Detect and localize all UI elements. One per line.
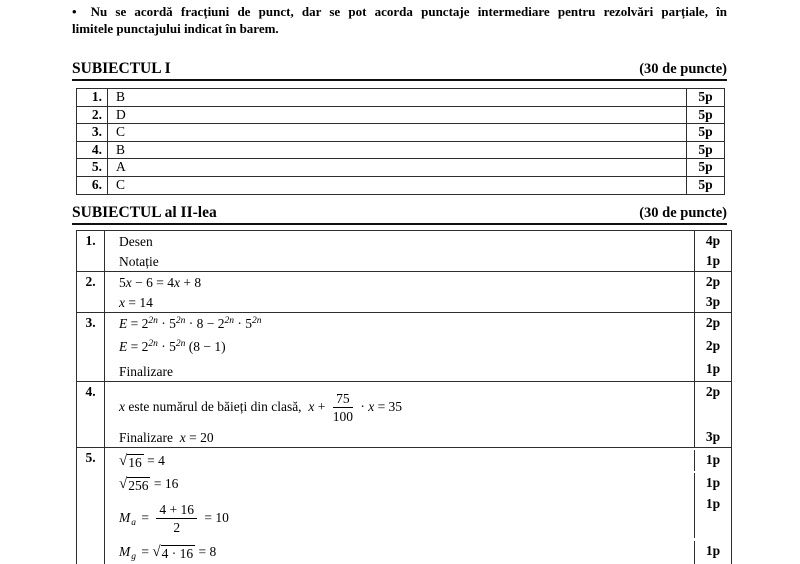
solution-line xyxy=(105,272,731,292)
section2-title: SUBIECTUL al II-lea xyxy=(72,204,217,221)
math-text: = 2 xyxy=(127,339,149,354)
solution-lines xyxy=(105,272,731,312)
solution-row xyxy=(77,448,731,564)
bullet-marker: • xyxy=(72,4,77,19)
line-points: 1p xyxy=(694,473,731,494)
solution-line xyxy=(105,448,731,471)
item-points: 5p xyxy=(686,177,724,195)
solution-content xyxy=(105,541,694,564)
line-points: 2p xyxy=(694,313,731,336)
answer-row xyxy=(77,124,724,142)
answer-row xyxy=(77,142,724,160)
math-text: x xyxy=(119,295,125,310)
section2-points-header: (30 de puncte) xyxy=(639,205,727,221)
solution-row xyxy=(77,313,731,382)
solution-line xyxy=(105,494,731,538)
line-points: 3p xyxy=(694,292,731,312)
solution-lines xyxy=(105,448,731,564)
solution-lines xyxy=(105,382,731,447)
math-text: 2n xyxy=(224,316,234,326)
item-number: 4. xyxy=(77,382,105,447)
math-text: x xyxy=(179,430,186,445)
item-number: 1. xyxy=(77,231,105,271)
solution-row xyxy=(77,231,731,272)
line-points: 1p xyxy=(694,541,731,564)
line-points: 1p xyxy=(694,359,731,381)
item-answer: D xyxy=(116,106,126,122)
solution-line xyxy=(105,427,731,447)
line-points: 3p xyxy=(694,427,731,447)
item-points: 5p xyxy=(686,142,724,159)
solution-line xyxy=(105,292,731,312)
item-number: 5. xyxy=(77,159,108,176)
math-text: · 5 xyxy=(157,339,176,354)
math-text: 2n xyxy=(175,316,186,326)
item-number: 3. xyxy=(77,124,108,141)
solution-content xyxy=(105,272,694,292)
solution-content xyxy=(105,359,694,381)
math-text: M xyxy=(119,544,131,559)
section1-header xyxy=(72,61,727,81)
math-text: este numărul de băieți din clasă, xyxy=(125,399,309,415)
math-text: · xyxy=(356,399,369,415)
line-points: 4p xyxy=(694,231,731,251)
solution-content xyxy=(105,494,694,538)
item-number: 3. xyxy=(77,313,105,381)
math-text: E xyxy=(119,316,128,331)
grading-note-text2: limitele punctajului indicat în barem. xyxy=(72,21,279,36)
math-text: x xyxy=(125,275,132,290)
answer-row xyxy=(77,107,724,125)
solution-lines xyxy=(105,231,731,271)
math-text: Finalizare xyxy=(119,430,180,445)
math-text: Finalizare xyxy=(119,364,173,379)
math-text: (8 − 1) xyxy=(185,339,226,354)
solution-lines xyxy=(105,313,731,381)
math-radical: √ 256 xyxy=(119,476,149,493)
item-points: 5p xyxy=(686,124,724,141)
solution-content xyxy=(105,313,694,336)
math-text: = 16 xyxy=(150,476,179,491)
solution-line xyxy=(105,336,731,359)
item-number: 2. xyxy=(77,107,108,124)
item-answer: C xyxy=(116,124,126,140)
math-text: x xyxy=(368,399,375,415)
grading-note xyxy=(72,3,727,37)
item-points: 5p xyxy=(686,159,724,176)
math-text: E xyxy=(119,339,128,354)
line-points: 2p xyxy=(694,272,731,292)
math-fraction: $\frac{75}{100}$ xyxy=(332,391,353,424)
item-number: 4. xyxy=(77,142,108,159)
math-text: x xyxy=(308,399,315,415)
item-answer: C xyxy=(116,177,126,193)
math-radical: √ 16 xyxy=(119,453,142,470)
math-text: = xyxy=(138,544,153,559)
line-points: 2p xyxy=(694,336,731,359)
answer-row xyxy=(77,177,724,195)
math-text: = xyxy=(138,510,153,526)
solution-content xyxy=(105,231,694,251)
math-fraction: $\frac{4 + 16}{2}$ xyxy=(156,502,197,535)
solution-content xyxy=(105,427,694,447)
solution-line xyxy=(105,359,731,381)
solution-line xyxy=(105,382,731,427)
solution-content xyxy=(105,382,694,427)
math-text: = 4 xyxy=(143,453,165,468)
math-text: a xyxy=(131,518,136,529)
solution-row xyxy=(77,382,731,448)
math-text: 2n xyxy=(251,316,262,326)
math-text: · 8 − 2 xyxy=(185,316,225,331)
solution-line xyxy=(105,538,731,564)
line-points: 2p xyxy=(694,382,731,427)
math-text: · 5 xyxy=(233,316,252,331)
math-text: 5 xyxy=(119,275,126,290)
math-text: − 6 = 4 xyxy=(131,275,174,290)
section2-solution-table xyxy=(76,230,732,564)
solution-content xyxy=(105,473,694,494)
item-answer: B xyxy=(116,141,126,157)
section2-header xyxy=(72,205,727,225)
math-text: = 35 xyxy=(374,399,403,415)
item-points: 5p xyxy=(686,107,724,124)
math-text: = 2 xyxy=(127,316,149,331)
solution-content xyxy=(105,292,694,312)
math-text: = 14 xyxy=(125,295,153,310)
math-radical: √ 4 · 16 xyxy=(152,544,194,561)
math-text: + 8 xyxy=(179,275,202,290)
solution-line xyxy=(105,471,731,494)
solution-line xyxy=(105,251,731,271)
math-text: g xyxy=(131,552,136,562)
line-points: 1p xyxy=(694,251,731,271)
math-text: = 10 xyxy=(201,510,229,526)
math-text: = 20 xyxy=(185,430,214,445)
item-number: 5. xyxy=(77,448,105,564)
answer-row xyxy=(77,89,724,107)
section1-answer-table xyxy=(76,88,725,195)
solution-content xyxy=(105,251,694,271)
line-points: 1p xyxy=(694,450,731,471)
solution-row xyxy=(77,272,731,313)
solution-content xyxy=(105,336,694,359)
math-text: · 5 xyxy=(157,316,176,331)
math-text: x xyxy=(173,275,180,290)
math-text: 2n xyxy=(175,339,186,349)
math-text: x xyxy=(119,399,125,415)
item-answer: A xyxy=(116,159,126,175)
answer-row xyxy=(77,159,724,177)
section1-title: SUBIECTUL I xyxy=(72,60,171,77)
item-number: 2. xyxy=(77,272,105,312)
item-number: 6. xyxy=(77,177,108,195)
grading-note-line1 xyxy=(72,3,727,20)
solution-line xyxy=(105,231,731,251)
solution-line xyxy=(105,313,731,336)
math-text: 2n xyxy=(148,339,158,349)
grading-note-text1: Nu se acordă fracțiuni de punct, dar se pot acorda punctaje intermediare pentru rezolvări parțiale, în xyxy=(90,4,727,19)
line-points: 1p xyxy=(694,494,731,538)
item-number: 1. xyxy=(77,89,108,106)
item-answer: B xyxy=(116,89,126,105)
math-text: 2n xyxy=(148,316,158,326)
math-text: Notație xyxy=(119,254,159,269)
item-points: 5p xyxy=(686,89,724,106)
math-text: = 8 xyxy=(195,544,217,559)
math-text: M xyxy=(119,510,131,526)
math-text: Desen xyxy=(119,234,153,249)
section1-points-header: (30 de puncte) xyxy=(639,61,727,77)
math-text: + xyxy=(314,399,329,415)
solution-content xyxy=(105,450,694,471)
